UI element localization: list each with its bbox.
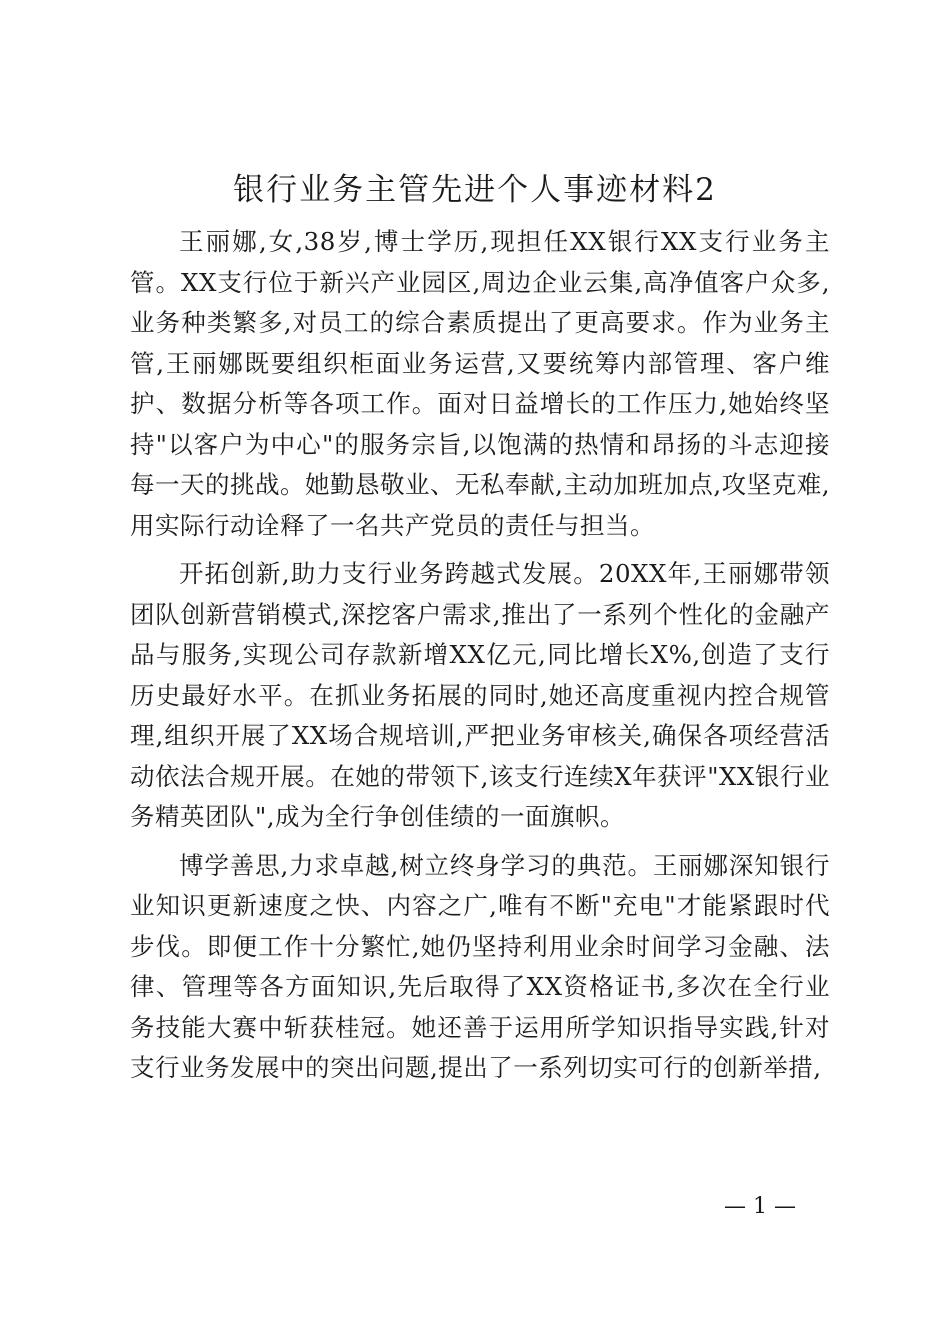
page-number: — 1 — bbox=[724, 1194, 796, 1219]
paragraph-learning: 博学善思,力求卓越,树立终身学习的典范。王丽娜深知银行业知识更新速度之快、内容之广,唯有不断"充电"才能紧跟时代步伐。即便工作十分繁忙,她仍坚持利用业余时间学习金融、法律、管理等各方面知识,先后取得了XX资格证书,多次在全行业务技能大赛中斩获桂冠。她还善于运用所学知识指导实践,针对支行业务发展中的突出问题,提出了一系列切实可行的创新举措, bbox=[130, 850, 830, 1082]
paragraph-innovation: 开拓创新,助力支行业务跨越式发展。20XX年,王丽娜带领团队创新营销模式,深挖客户需求,推出了一系列个性化的金融产品与服务,实现公司存款新增XX亿元,同比增长X%,创造了支行历史最好水平。在抓业务拓展的同时,她还高度重视内控合规管理,组织开展了XX场合规培训,严把业务审核关,确保各项经营活动依法合规开展。在她的带领下,该支行连续X年获评"XX银行业务精英团队",成为全行争创佳绩的一面旗帜。 bbox=[130, 559, 830, 831]
document-title: 银行业务主管先进个人事迹材料2 bbox=[233, 172, 717, 208]
paragraph-intro: 王丽娜,女,38岁,博士学历,现担任XX银行XX支行业务主管。XX支行位于新兴产业园区,周边企业云集,高净值客户众多,业务种类繁多,对员工的综合素质提出了更高要求。作为业务主管,王丽娜既要组织柜面业务运营,又要统筹内部管理、客户维护、数据分析等各项工作。面对日益增长的工作压力,她始终坚持"以客户为中心"的服务宗旨,以饱满的热情和昂扬的斗志迎接每一天的挑战。她勤恳敬业、无私奉献,主动加班加点,攻坚克难,用实际行动诠释了一名共产党员的责任与担当。 bbox=[130, 227, 830, 540]
document-body bbox=[130, 222, 830, 1089]
